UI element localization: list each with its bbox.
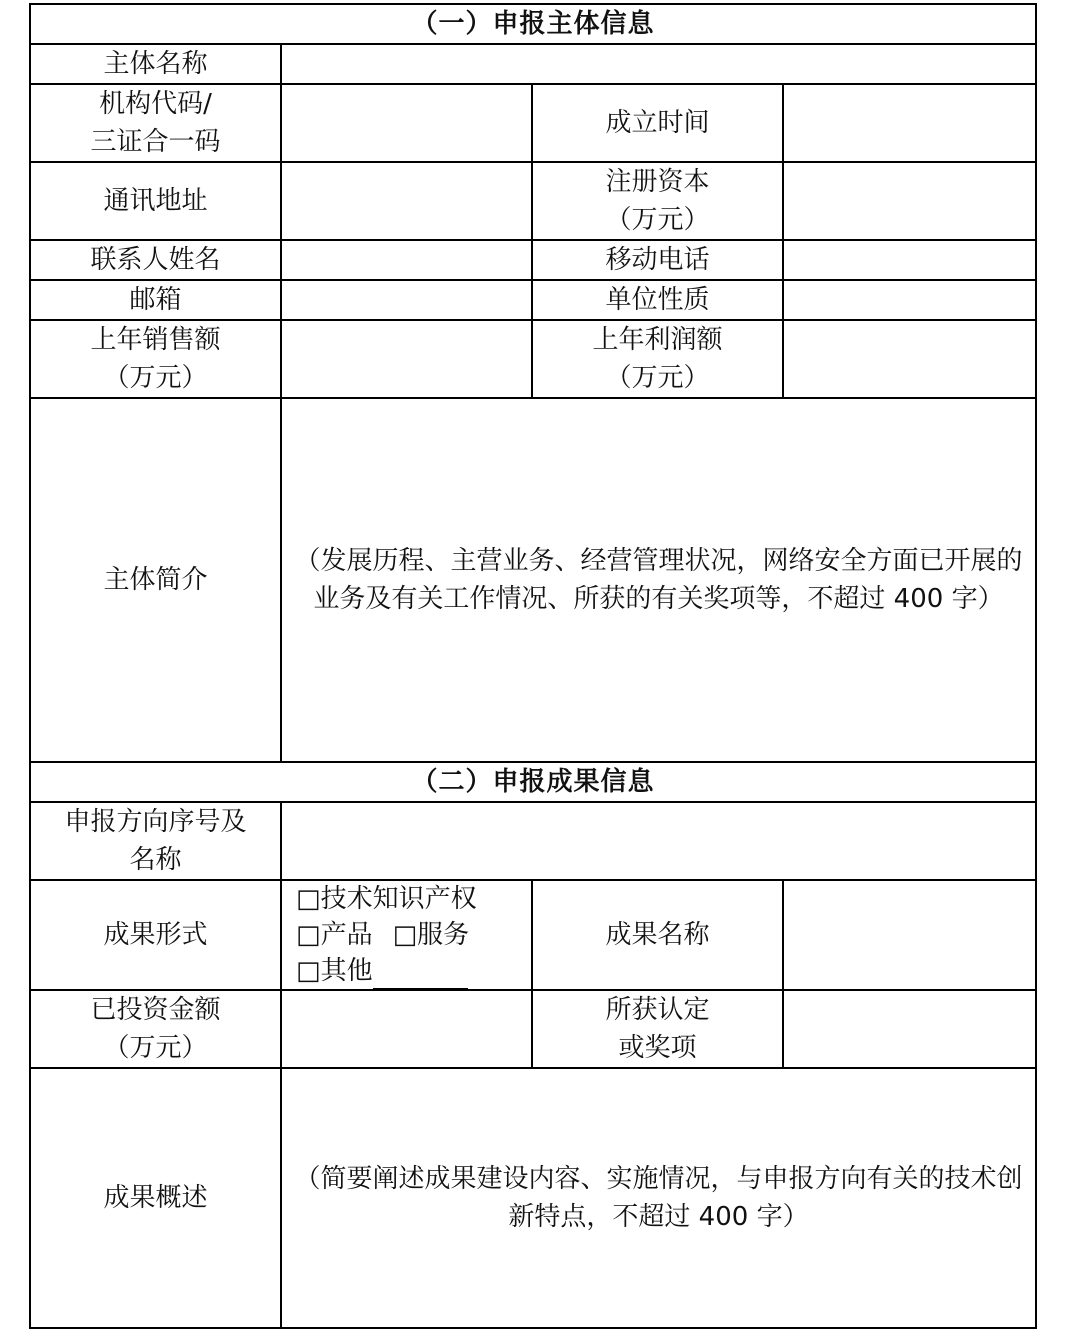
sales-label bbox=[30, 320, 281, 398]
founded-field[interactable] bbox=[783, 84, 1036, 162]
direction-field[interactable] bbox=[281, 802, 1036, 880]
org-code-label bbox=[30, 84, 281, 162]
sales-label-line2: （万元） bbox=[103, 363, 208, 393]
capital-label bbox=[532, 162, 783, 240]
direction-label-line2: 名称 bbox=[129, 845, 182, 875]
award-label-line1: 所获认定 bbox=[605, 995, 710, 1025]
org-code-label-line2: 三证合一码 bbox=[90, 127, 221, 157]
mobile-field[interactable] bbox=[783, 240, 1036, 280]
investment-label-line2: （万元） bbox=[103, 1033, 208, 1063]
other-blank-line[interactable] bbox=[373, 958, 468, 989]
section2-title: （二）申报成果信息 bbox=[30, 762, 1036, 802]
capital-label-line1: 注册资本 bbox=[605, 167, 710, 197]
profit-label-line2: （万元） bbox=[605, 363, 710, 393]
investment-field[interactable] bbox=[281, 990, 532, 1068]
contact-name-label: 联系人姓名 bbox=[30, 240, 281, 280]
direction-label bbox=[30, 802, 281, 880]
summary-field[interactable]: （简要阐述成果建设内容、实施情况，与申报方向有关的技术创新特点，不超过 400 字） bbox=[281, 1068, 1036, 1328]
profit-field[interactable] bbox=[783, 320, 1036, 398]
mobile-label: 移动电话 bbox=[532, 240, 783, 280]
entity-name-label: 主体名称 bbox=[30, 44, 281, 84]
form-label: 成果形式 bbox=[30, 880, 281, 990]
sales-field[interactable] bbox=[281, 320, 532, 398]
award-field[interactable] bbox=[783, 990, 1036, 1068]
email-label: 邮箱 bbox=[30, 280, 281, 320]
org-code-label-line1: 机构代码/ bbox=[99, 89, 212, 119]
investment-label bbox=[30, 990, 281, 1068]
capital-label-line2: （万元） bbox=[605, 205, 710, 235]
section1-title: （一）申报主体信息 bbox=[30, 4, 1036, 44]
sales-label-line1: 上年销售额 bbox=[90, 325, 221, 355]
founded-label: 成立时间 bbox=[532, 84, 783, 162]
email-field[interactable] bbox=[281, 280, 532, 320]
award-label-line2: 或奖项 bbox=[618, 1033, 697, 1063]
award-label bbox=[532, 990, 783, 1068]
checkbox-ip[interactable]: □技术知识产权 bbox=[296, 884, 477, 914]
checkbox-service[interactable]: □服务 bbox=[392, 920, 470, 950]
result-name-field[interactable] bbox=[783, 880, 1036, 990]
contact-name-field[interactable] bbox=[281, 240, 532, 280]
checkbox-other[interactable]: □其他 bbox=[296, 956, 373, 986]
address-label: 通讯地址 bbox=[30, 162, 281, 240]
investment-label-line1: 已投资金额 bbox=[90, 995, 221, 1025]
intro-label: 主体简介 bbox=[30, 398, 281, 762]
profit-label bbox=[532, 320, 783, 398]
unit-nature-label: 单位性质 bbox=[532, 280, 783, 320]
unit-nature-field[interactable] bbox=[783, 280, 1036, 320]
entity-name-field[interactable] bbox=[281, 44, 1036, 84]
org-code-field[interactable] bbox=[281, 84, 532, 162]
summary-label: 成果概述 bbox=[30, 1068, 281, 1328]
capital-field[interactable] bbox=[783, 162, 1036, 240]
checkbox-ip-row bbox=[282, 881, 531, 917]
profit-label-line1: 上年利润额 bbox=[592, 325, 723, 355]
checkbox-product[interactable]: □产品 bbox=[296, 920, 373, 950]
result-name-label: 成果名称 bbox=[532, 880, 783, 990]
checkbox-other-row bbox=[282, 953, 531, 989]
form-options bbox=[281, 880, 532, 990]
intro-field[interactable]: （发展历程、主营业务、经营管理状况，网络安全方面已开展的业务及有关工作情况、所获的有关奖项等，不超过 400 字） bbox=[281, 398, 1036, 762]
application-form-table bbox=[29, 3, 1037, 1329]
checkbox-product-service-row bbox=[282, 917, 531, 953]
address-field[interactable] bbox=[281, 162, 532, 240]
direction-label-line1: 申报方向序号及 bbox=[64, 807, 247, 837]
